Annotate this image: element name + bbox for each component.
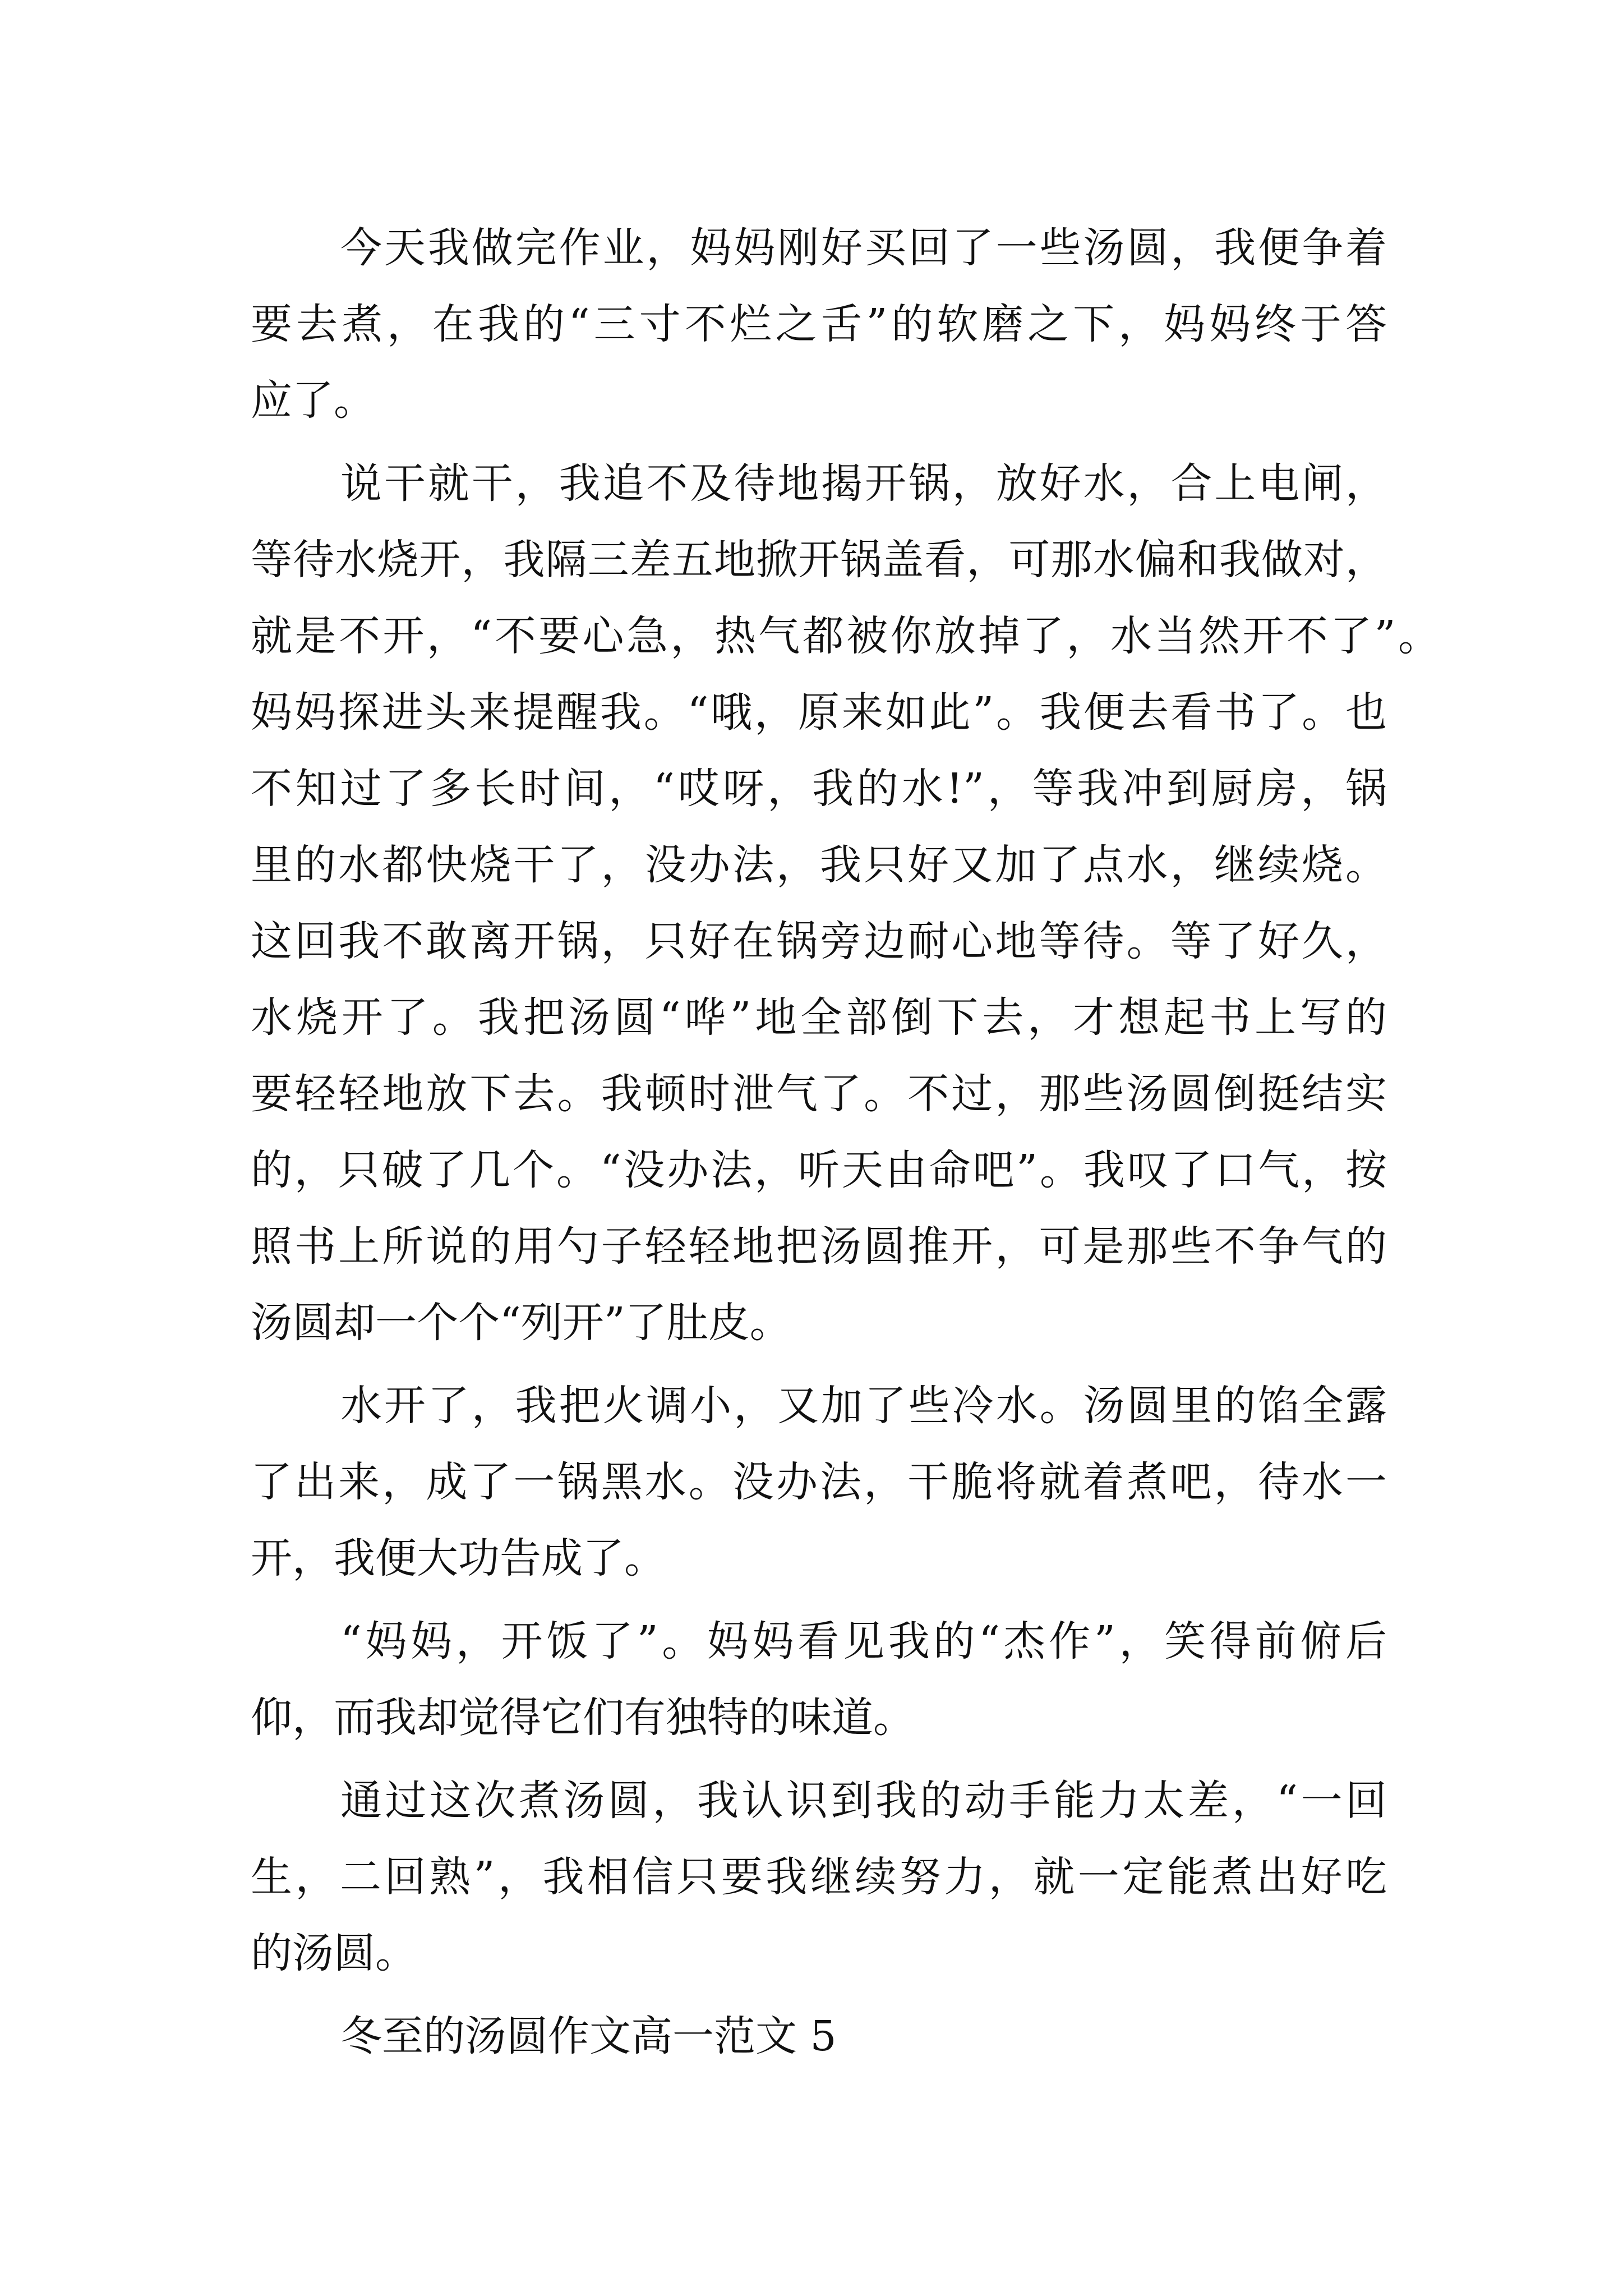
text-line: 生，二回熟”，我相信只要我继续努力，就一定能煮出好吃 [251,1853,1387,1901]
text-line: 说干就干，我追不及待地揭开锅，放好水，合上电闸， [340,459,1387,508]
text-line: 的汤圆。 [251,1929,417,1977]
text-line: 不知过了多长时间，“哎呀，我的水!”，等我冲到厨房，锅 [251,765,1387,813]
text-line: 这回我不敢离开锅，只好在锅旁边耐心地等待。等了好久， [251,917,1387,965]
paragraph [251,1763,1440,1991]
text-line: 就是不开，“不要心急，热气都被你放掉了，水当然开不了”。 [251,612,1440,660]
paragraph [251,210,1440,439]
text-line: 今天我做完作业，妈妈刚好买回了一些汤圆，我便争着 [340,224,1387,272]
paragraph [251,1368,1440,1596]
text-line: 水开了，我把火调小，又加了些冷水。汤圆里的馅全露 [340,1382,1387,1430]
text-line: 照书上所说的用勺子轻轻地把汤圆推开，可是那些不争气的 [251,1222,1387,1271]
text-line: 通过这次煮汤圆，我认识到我的动手能力太差，“一回 [340,1777,1387,1825]
text-line: 要去煮，在我的“三寸不烂之舌”的软磨之下，妈妈终于答 [251,300,1387,348]
document-body [251,210,1440,2074]
text-line: 水烧开了。我把汤圆“哗”地全部倒下去，才想起书上写的 [251,993,1387,1042]
text-line: 开，我便大功告成了。 [251,1534,666,1582]
text-line: 仰，而我却觉得它们有独特的味道。 [251,1694,915,1742]
paragraph [251,1603,1440,1756]
next-article-heading [251,1998,1440,2074]
text-line: 应了。 [251,376,375,425]
text-line: 等待水烧开，我隔三差五地掀开锅盖看，可那水偏和我做对， [251,536,1387,584]
paragraph [251,445,1440,1361]
text-line: “妈妈，开饭了”。妈妈看见我的“杰作”，笑得前俯后 [340,1617,1387,1665]
text-line: 汤圆却一个个“列开”了肚皮。 [251,1299,791,1347]
text-line: 里的水都快烧干了，没办法，我只好又加了点水，继续烧。 [251,841,1387,889]
text-line: 了出来，成了一锅黑水。没办法，干脆将就着煮吧，待水一 [251,1458,1387,1506]
next-article-title: 冬至的汤圆作文高一范文 5 [340,2012,837,2060]
text-line: 妈妈探进头来提醒我。“哦，原来如此”。我便去看书了。也 [251,688,1387,737]
text-line: 要轻轻地放下去。我顿时泄气了。不过，那些汤圆倒挺结实 [251,1070,1387,1118]
text-line: 的，只破了几个。“没办法，听天由命吧”。我叹了口气，按 [251,1146,1387,1194]
